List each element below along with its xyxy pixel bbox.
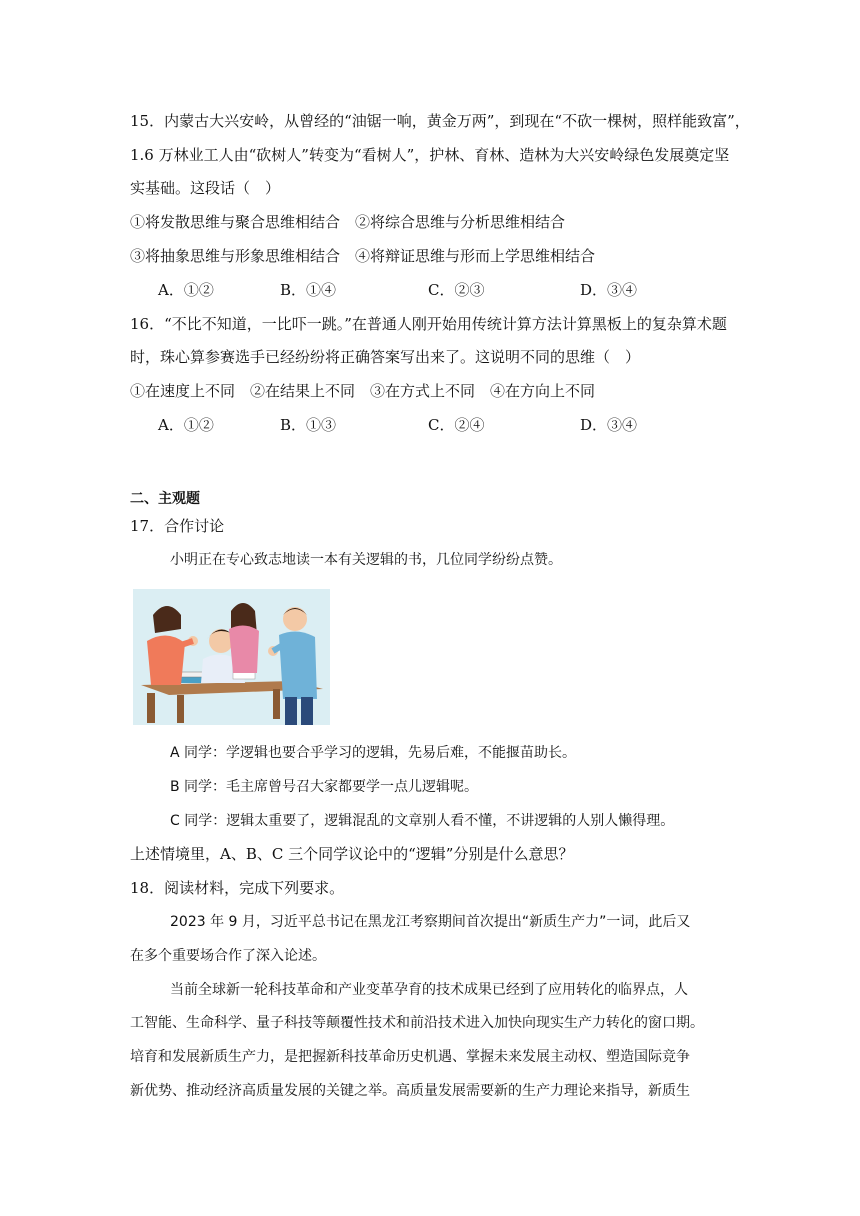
q18-para1-line-1: 2023 年 9 月，习近平总书记在黑龙江考察期间首次提出“新质生产力”一词，此后又 (170, 914, 691, 930)
q16-statement-1: ①在速度上不同 ②在结果上不同 ③在方式上不同 ④在方向上不同 (130, 382, 596, 400)
q18-para2-line-3: 培育和发展新质生产力，是把握新科技革命历史机遇、掌握未来发展主动权、塑造国际竞争 (130, 1049, 690, 1065)
q15-option-d: D．③④ (580, 281, 638, 299)
q18-para2-line-1: 当前全球新一轮科技革命和产业变革孕育的技术成果已经到了应用转化的临界点，人 (170, 982, 688, 998)
q15-line-1: 15．内蒙古大兴安岭，从曾经的“油锯一响，黄金万两”，到现在“不砍一棵树，照样能致富”， (130, 112, 750, 130)
q18-para2-line-2: 工智能、生命科学、量子科技等颠覆性技术和前沿技术进入加快向现实生产力转化的窗口期。 (130, 1015, 704, 1031)
q18-para1-line-2: 在多个重要场合作了深入论述。 (130, 948, 326, 964)
q15-option-b: B．①④ (280, 281, 337, 299)
q18-title: 18．阅读材料，完成下列要求。 (130, 879, 345, 897)
q17-question: 上述情境里，A、B、C 三个同学议论中的“逻辑”分别是什么意思？ (130, 845, 574, 863)
q15-option-c: C．②③ (428, 281, 485, 299)
q16-option-b: B．①③ (280, 416, 337, 434)
q16-line-1: 16．“不比不知道，一比吓一跳。”在普通人刚开始用传统计算方法计算黑板上的复杂算术题 (130, 315, 727, 333)
q15-line-2: 1.6 万林业工人由“砍树人”转变为“看树人”，护林、育林、造林为大兴安岭绿色发展奠定坚 (130, 146, 730, 164)
q17-intro: 小明正在专心致志地读一本有关逻辑的书，几位同学纷纷点赞。 (170, 552, 562, 568)
q17-dialogue-b: B 同学：毛主席曾号召大家都要学一点儿逻辑呢。 (170, 779, 479, 795)
q15-statement-1: ①将发散思维与聚合思维相结合 ②将综合思维与分析思维相结合 (130, 213, 566, 231)
q18-para2-line-4: 新优势、推动经济高质量发展的关键之举。高质量发展需要新的生产力理论来指导，新质生 (130, 1083, 690, 1099)
q16-option-d: D．③④ (580, 416, 638, 434)
q17-dialogue-a: A 同学：学逻辑也要合乎学习的逻辑，先易后难，不能揠苗助长。 (170, 745, 577, 761)
q17-title: 17．合作讨论 (130, 517, 225, 535)
q17-dialogue-c: C 同学：逻辑太重要了，逻辑混乱的文章别人看不懂，不讲逻辑的人别人懒得理。 (170, 813, 675, 829)
q15-option-a: A．①② (158, 281, 214, 299)
q16-option-c: C．②④ (428, 416, 485, 434)
q16-line-2: 时，珠心算参赛选手已经纷纷将正确答案写出来了。这说明不同的思维（ ） (130, 348, 641, 366)
section-heading: 二、主观题 (130, 491, 200, 507)
q16-option-a: A．①② (158, 416, 214, 434)
students-discussion-illustration (133, 589, 330, 725)
q15-statement-2: ③将抽象思维与形象思维相结合 ④将辩证思维与形而上学思维相结合 (130, 247, 596, 265)
q15-line-3: 实基础。这段话（ ） (130, 179, 281, 197)
